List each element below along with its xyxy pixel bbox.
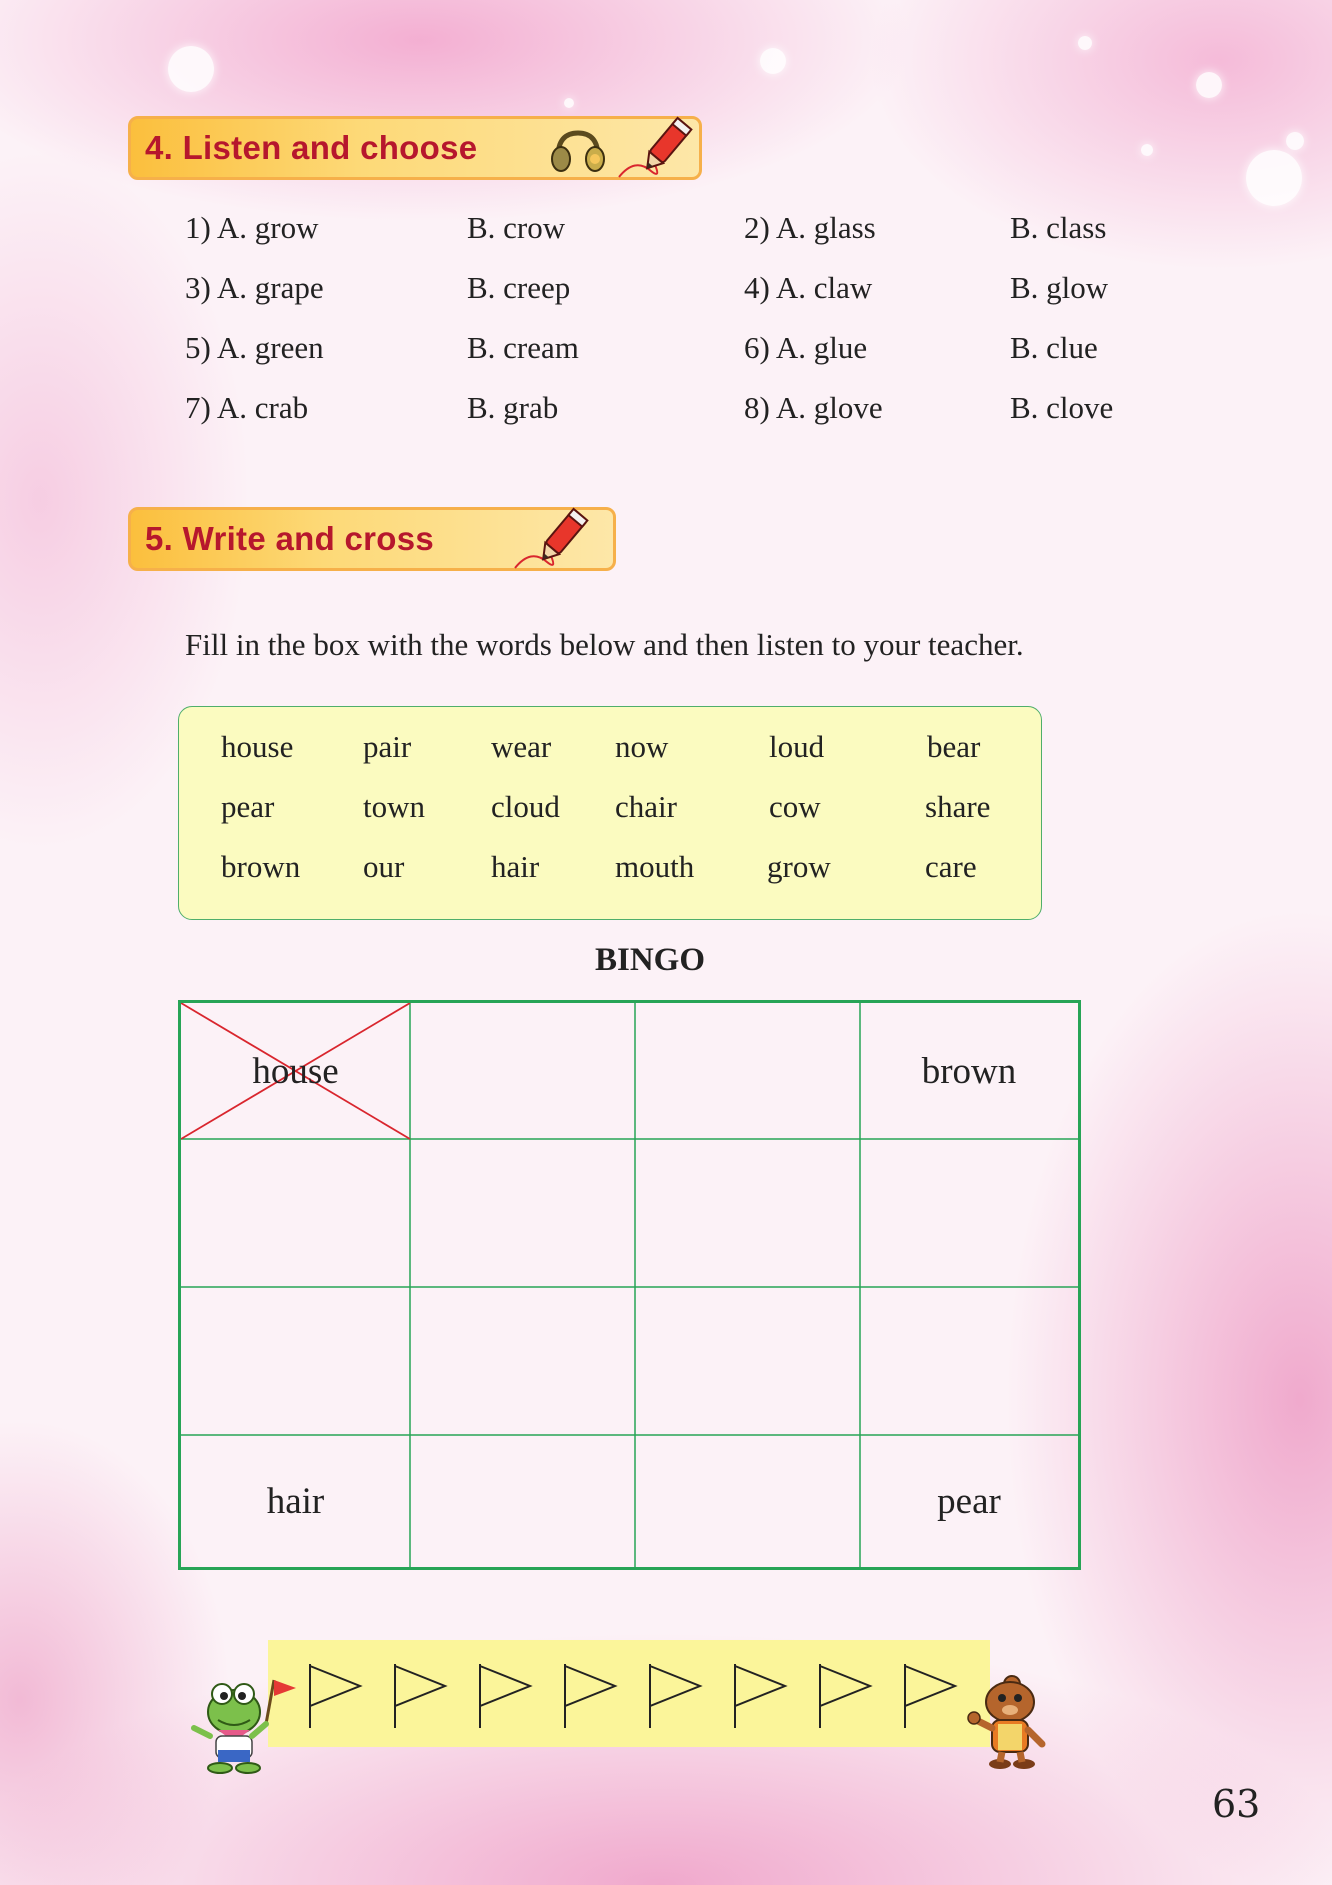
option-1b[interactable]: B. crow — [467, 210, 566, 245]
frog-mascot — [188, 1666, 300, 1776]
option-8b[interactable]: B. clove — [1010, 390, 1114, 425]
option-4b[interactable]: B. glow — [1010, 270, 1109, 305]
pencil-icon — [511, 504, 591, 576]
word-bank-item: now — [615, 729, 669, 764]
option-2a[interactable]: 2) A. glass — [744, 210, 876, 245]
bingo-cell[interactable] — [410, 1139, 635, 1287]
bingo-title: BINGO — [595, 942, 706, 978]
option-6a[interactable]: 6) A. glue — [744, 330, 868, 365]
word-bank-item: mouth — [615, 849, 695, 884]
headphones-icon — [548, 127, 608, 175]
option-5a[interactable]: 5) A. green — [185, 330, 324, 365]
bubble-decor — [564, 98, 574, 108]
section5-banner — [128, 507, 616, 571]
bear-mascot — [962, 1670, 1054, 1772]
option-1a[interactable]: 1) A. grow — [185, 210, 319, 245]
option-5b[interactable]: B. cream — [467, 330, 579, 365]
word-bank-item: cloud — [491, 789, 560, 824]
flag-outline-icon[interactable] — [905, 1664, 955, 1728]
word-bank-item: pair — [363, 729, 412, 764]
bingo-cell[interactable]: brown — [921, 1050, 1017, 1092]
flag-outline-icon[interactable] — [395, 1664, 445, 1728]
flag-progress-bar — [268, 1640, 990, 1747]
bubble-decor — [1286, 132, 1304, 150]
word-bank — [178, 706, 1042, 920]
bingo-cell[interactable] — [410, 1003, 635, 1139]
bingo-cell[interactable]: pear — [937, 1480, 1001, 1522]
bingo-cell[interactable] — [635, 1435, 860, 1567]
bubble-decor — [760, 48, 786, 74]
word-bank-item: chair — [615, 789, 677, 824]
bingo-cell[interactable] — [181, 1287, 410, 1435]
flags-row — [268, 1640, 990, 1747]
bingo-grid — [178, 1000, 1081, 1570]
option-7a[interactable]: 7) A. crab — [185, 390, 309, 425]
section4-title: 4. Listen and choose — [145, 129, 478, 166]
bingo-cell[interactable] — [181, 1139, 410, 1287]
word-bank-item: share — [925, 789, 991, 824]
bubble-decor — [1246, 150, 1302, 206]
word-bank-item: town — [363, 789, 425, 824]
section5-instruction: Fill in the box with the words below and then listen to your teacher. — [185, 627, 1024, 662]
bingo-cell[interactable] — [410, 1435, 635, 1567]
word-bank-item: loud — [769, 729, 825, 764]
bingo-cell[interactable]: hair — [266, 1480, 325, 1522]
word-bank-item: cow — [769, 789, 821, 824]
pencil-icon — [615, 113, 695, 185]
flag-outline-icon[interactable] — [735, 1664, 785, 1728]
flag-outline-icon[interactable] — [480, 1664, 530, 1728]
option-6b[interactable]: B. clue — [1010, 330, 1098, 365]
bubble-decor — [1196, 72, 1222, 98]
bingo-cell-crossed[interactable]: house — [252, 1050, 339, 1092]
option-3a[interactable]: 3) A. grape — [185, 270, 324, 305]
section5-title: 5. Write and cross — [145, 520, 435, 557]
section4-banner — [128, 116, 702, 180]
bingo-cell[interactable] — [635, 1003, 860, 1139]
word-bank-item: brown — [221, 849, 301, 884]
flag-outline-icon[interactable] — [650, 1664, 700, 1728]
bingo-cell[interactable] — [635, 1139, 860, 1287]
bingo-cell[interactable] — [635, 1287, 860, 1435]
page-number: 63 — [1212, 1782, 1261, 1826]
bubble-decor — [168, 46, 214, 92]
flag-outline-icon[interactable] — [820, 1664, 870, 1728]
option-3b[interactable]: B. creep — [467, 270, 571, 305]
bingo-cell[interactable] — [860, 1139, 1078, 1287]
word-bank-item: pear — [221, 789, 275, 824]
bubble-decor — [1141, 144, 1153, 156]
word-bank-item: grow — [767, 849, 831, 884]
word-bank-item: wear — [491, 729, 552, 764]
word-bank-item: hair — [491, 849, 540, 884]
word-bank-item: our — [363, 849, 405, 884]
bingo-cell[interactable] — [860, 1287, 1078, 1435]
bubble-decor — [1078, 36, 1092, 50]
word-bank-item: bear — [927, 729, 981, 764]
option-8a[interactable]: 8) A. glove — [744, 390, 883, 425]
flag-outline-icon[interactable] — [565, 1664, 615, 1728]
flag-outline-icon[interactable] — [310, 1664, 360, 1728]
word-bank-item: house — [221, 729, 294, 764]
option-4a[interactable]: 4) A. claw — [744, 270, 873, 305]
option-2b[interactable]: B. class — [1010, 210, 1107, 245]
option-7b[interactable]: B. grab — [467, 390, 559, 425]
word-bank-item: care — [925, 849, 977, 884]
bingo-cell[interactable] — [410, 1287, 635, 1435]
